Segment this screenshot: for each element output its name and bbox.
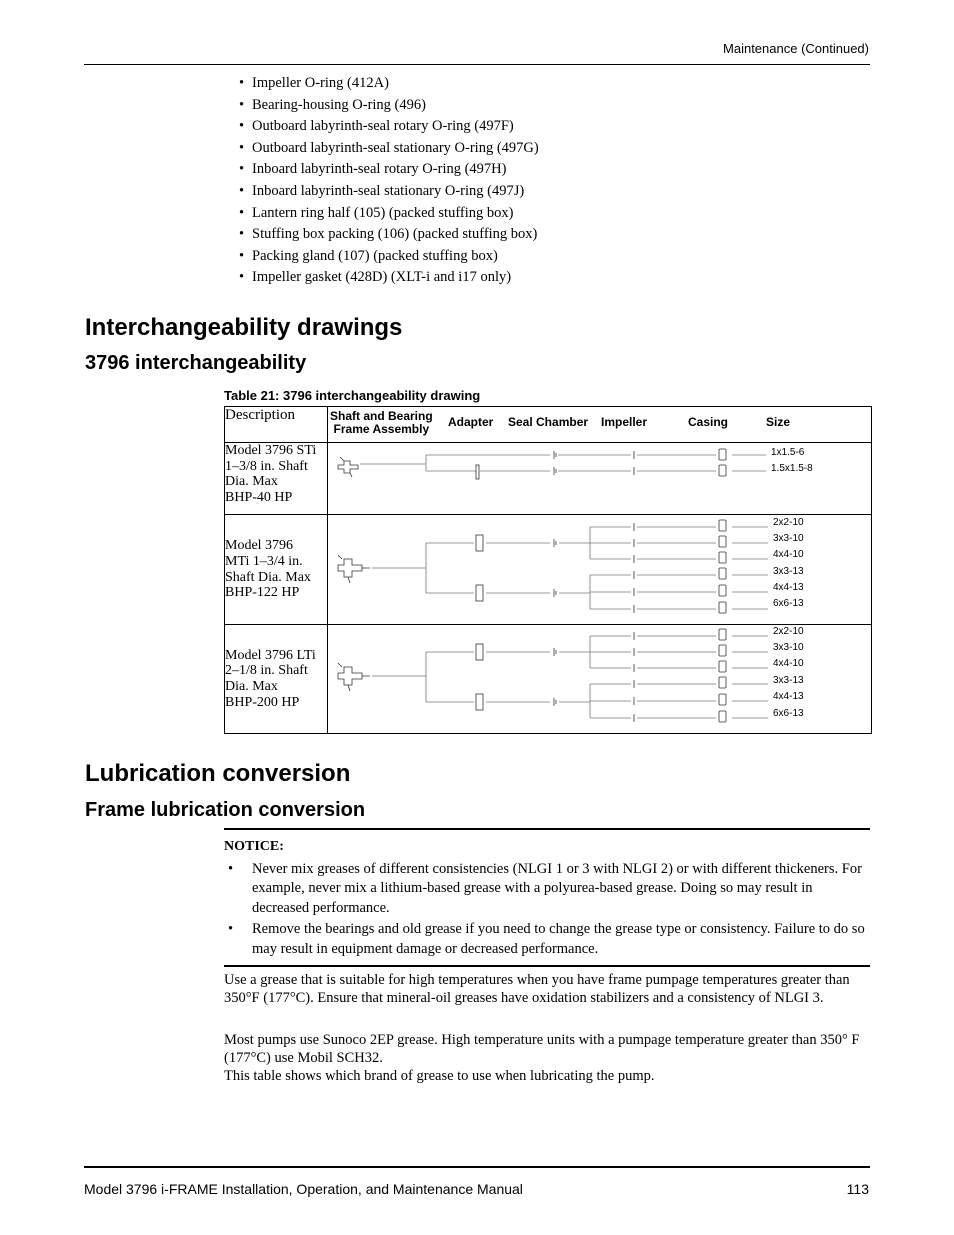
size-label: 1.5x1.5-8 — [771, 463, 813, 474]
subheading-3796-interchangeability: 3796 interchangeability — [85, 352, 307, 374]
section-heading-lubrication-conversion: Lubrication conversion — [85, 760, 351, 787]
parts-list — [239, 73, 539, 289]
size-label: 3x3-13 — [773, 675, 804, 686]
footer-rule — [84, 1166, 870, 1168]
casing-icon — [719, 520, 726, 613]
page-number: 113 — [846, 1181, 869, 1197]
list-item: • Impeller O-ring (412A) — [239, 75, 389, 91]
table-row — [225, 625, 872, 734]
footer-manual-title: Model 3796 i-FRAME Installation, Operation, and Maintenance Manual — [84, 1181, 523, 1197]
frame-assembly-icon — [338, 555, 370, 583]
table-row — [225, 515, 872, 625]
notice-list — [224, 860, 870, 961]
row-drawing — [328, 625, 872, 734]
table-caption: Table 21: 3796 interchangeability drawing — [224, 388, 481, 403]
row-drawing — [328, 515, 872, 625]
size-label: 4x4-10 — [773, 549, 804, 560]
paragraph-grease-brands: Most pumps use Sunoco 2EP grease. High temperature units with a pumpage temperature greater than 350° F (177°C) use Mobil SCH32. — [224, 1032, 860, 1067]
list-item: • Impeller gasket (428D) (XLT-i and i17 only) — [239, 269, 512, 286]
notice-bottom-rule — [224, 965, 870, 967]
column-header-frame: Shaft and Bearing Frame Assembly — [330, 409, 433, 436]
column-header-description: Description — [225, 407, 328, 443]
header-rule — [84, 64, 870, 65]
casing-icon — [719, 449, 726, 476]
list-item: • Stuffing box packing (106) (packed stuffing box) — [239, 226, 538, 243]
subheading-frame-lubrication: Frame lubrication conversion — [85, 799, 366, 821]
adapter-icon — [476, 644, 483, 710]
list-item: • Lantern ring half (105) (packed stuffing box) — [239, 204, 514, 221]
seal-chamber-icon — [554, 539, 556, 597]
casing-icon — [719, 629, 726, 722]
size-label: 3x3-13 — [773, 566, 804, 577]
notice-item: • Remove the bearings and old grease if you need to change the grease type or consistency. Failure to do so may result in equipment damage or decreased performance. — [228, 921, 865, 957]
size-label: 4x4-13 — [773, 582, 804, 593]
size-label: 2x2-10 — [773, 626, 804, 637]
table-header-row — [225, 407, 872, 443]
section-heading-interchangeability: Interchangeability drawings — [85, 314, 403, 341]
seal-chamber-icon — [554, 451, 556, 475]
adapter-icon — [476, 535, 483, 601]
list-item: • Bearing-housing O-ring (496) — [239, 96, 426, 113]
notice-item: • Never mix greases of different consistencies (NLGI 1 or 3 with NLGI 2) or with different thickeners. For example, never mix a lithium-based grease with a polyurea-based grease. Doing so may result in decreased performance. — [228, 861, 862, 916]
table-row — [225, 443, 872, 515]
paragraph-table-intro: This table shows which brand of grease to use when lubricating the pump. — [224, 1068, 655, 1084]
row-drawing — [328, 443, 872, 515]
list-item: • Packing gland (107) (packed stuffing box) — [239, 247, 498, 264]
column-header-adapter: Adapter — [448, 415, 494, 429]
seal-chamber-icon — [554, 648, 556, 706]
row-description: Model 3796 STi 1–3/8 in. Shaft Dia. Max BHP-40 HP — [225, 443, 328, 515]
column-header-seal-chamber: Seal Chamber — [508, 415, 589, 429]
column-header-casing: Casing — [688, 415, 729, 429]
frame-assembly-icon — [338, 663, 370, 691]
interchangeability-table — [224, 406, 872, 734]
column-header-impeller: Impeller — [601, 415, 648, 429]
size-label: 3x3-10 — [773, 642, 804, 653]
paragraph-high-temp-grease: Use a grease that is suitable for high temperatures when you have frame pumpage temperatures greater than 350°F (177°C). Ensure that mineral-oil greases have oxidation stabilizers and a consistency of NLGI 3. — [224, 972, 850, 1007]
size-label: 4x4-13 — [773, 691, 804, 702]
list-item: • Inboard labyrinth-seal rotary O-ring (497H) — [239, 161, 507, 178]
column-header-size: Size — [766, 415, 791, 429]
notice-top-rule — [224, 828, 870, 830]
frame-assembly-icon — [338, 457, 358, 477]
size-label: 4x4-10 — [773, 658, 804, 669]
list-item: • Inboard labyrinth-seal stationary O-ring (497J) — [239, 182, 525, 199]
row-description: Model 3796 MTi 1–3/4 in. Shaft Dia. Max BHP-122 HP — [225, 515, 328, 625]
notice-title: NOTICE: — [224, 839, 284, 854]
size-label: 6x6-13 — [773, 708, 804, 719]
size-label: 2x2-10 — [773, 517, 804, 528]
size-label: 6x6-13 — [773, 598, 804, 609]
list-item: • Outboard labyrinth-seal stationary O-ring (497G) — [239, 139, 539, 156]
size-label: 1x1.5-6 — [771, 447, 805, 458]
size-label: 3x3-10 — [773, 533, 804, 544]
column-headers-components — [328, 407, 872, 443]
list-item: • Outboard labyrinth-seal rotary O-ring (497F) — [239, 118, 514, 135]
row-description: Model 3796 LTi 2–1/8 in. Shaft Dia. Max BHP-200 HP — [225, 625, 328, 734]
running-header: Maintenance (Continued) — [723, 41, 869, 56]
adapter-icon — [476, 465, 479, 479]
